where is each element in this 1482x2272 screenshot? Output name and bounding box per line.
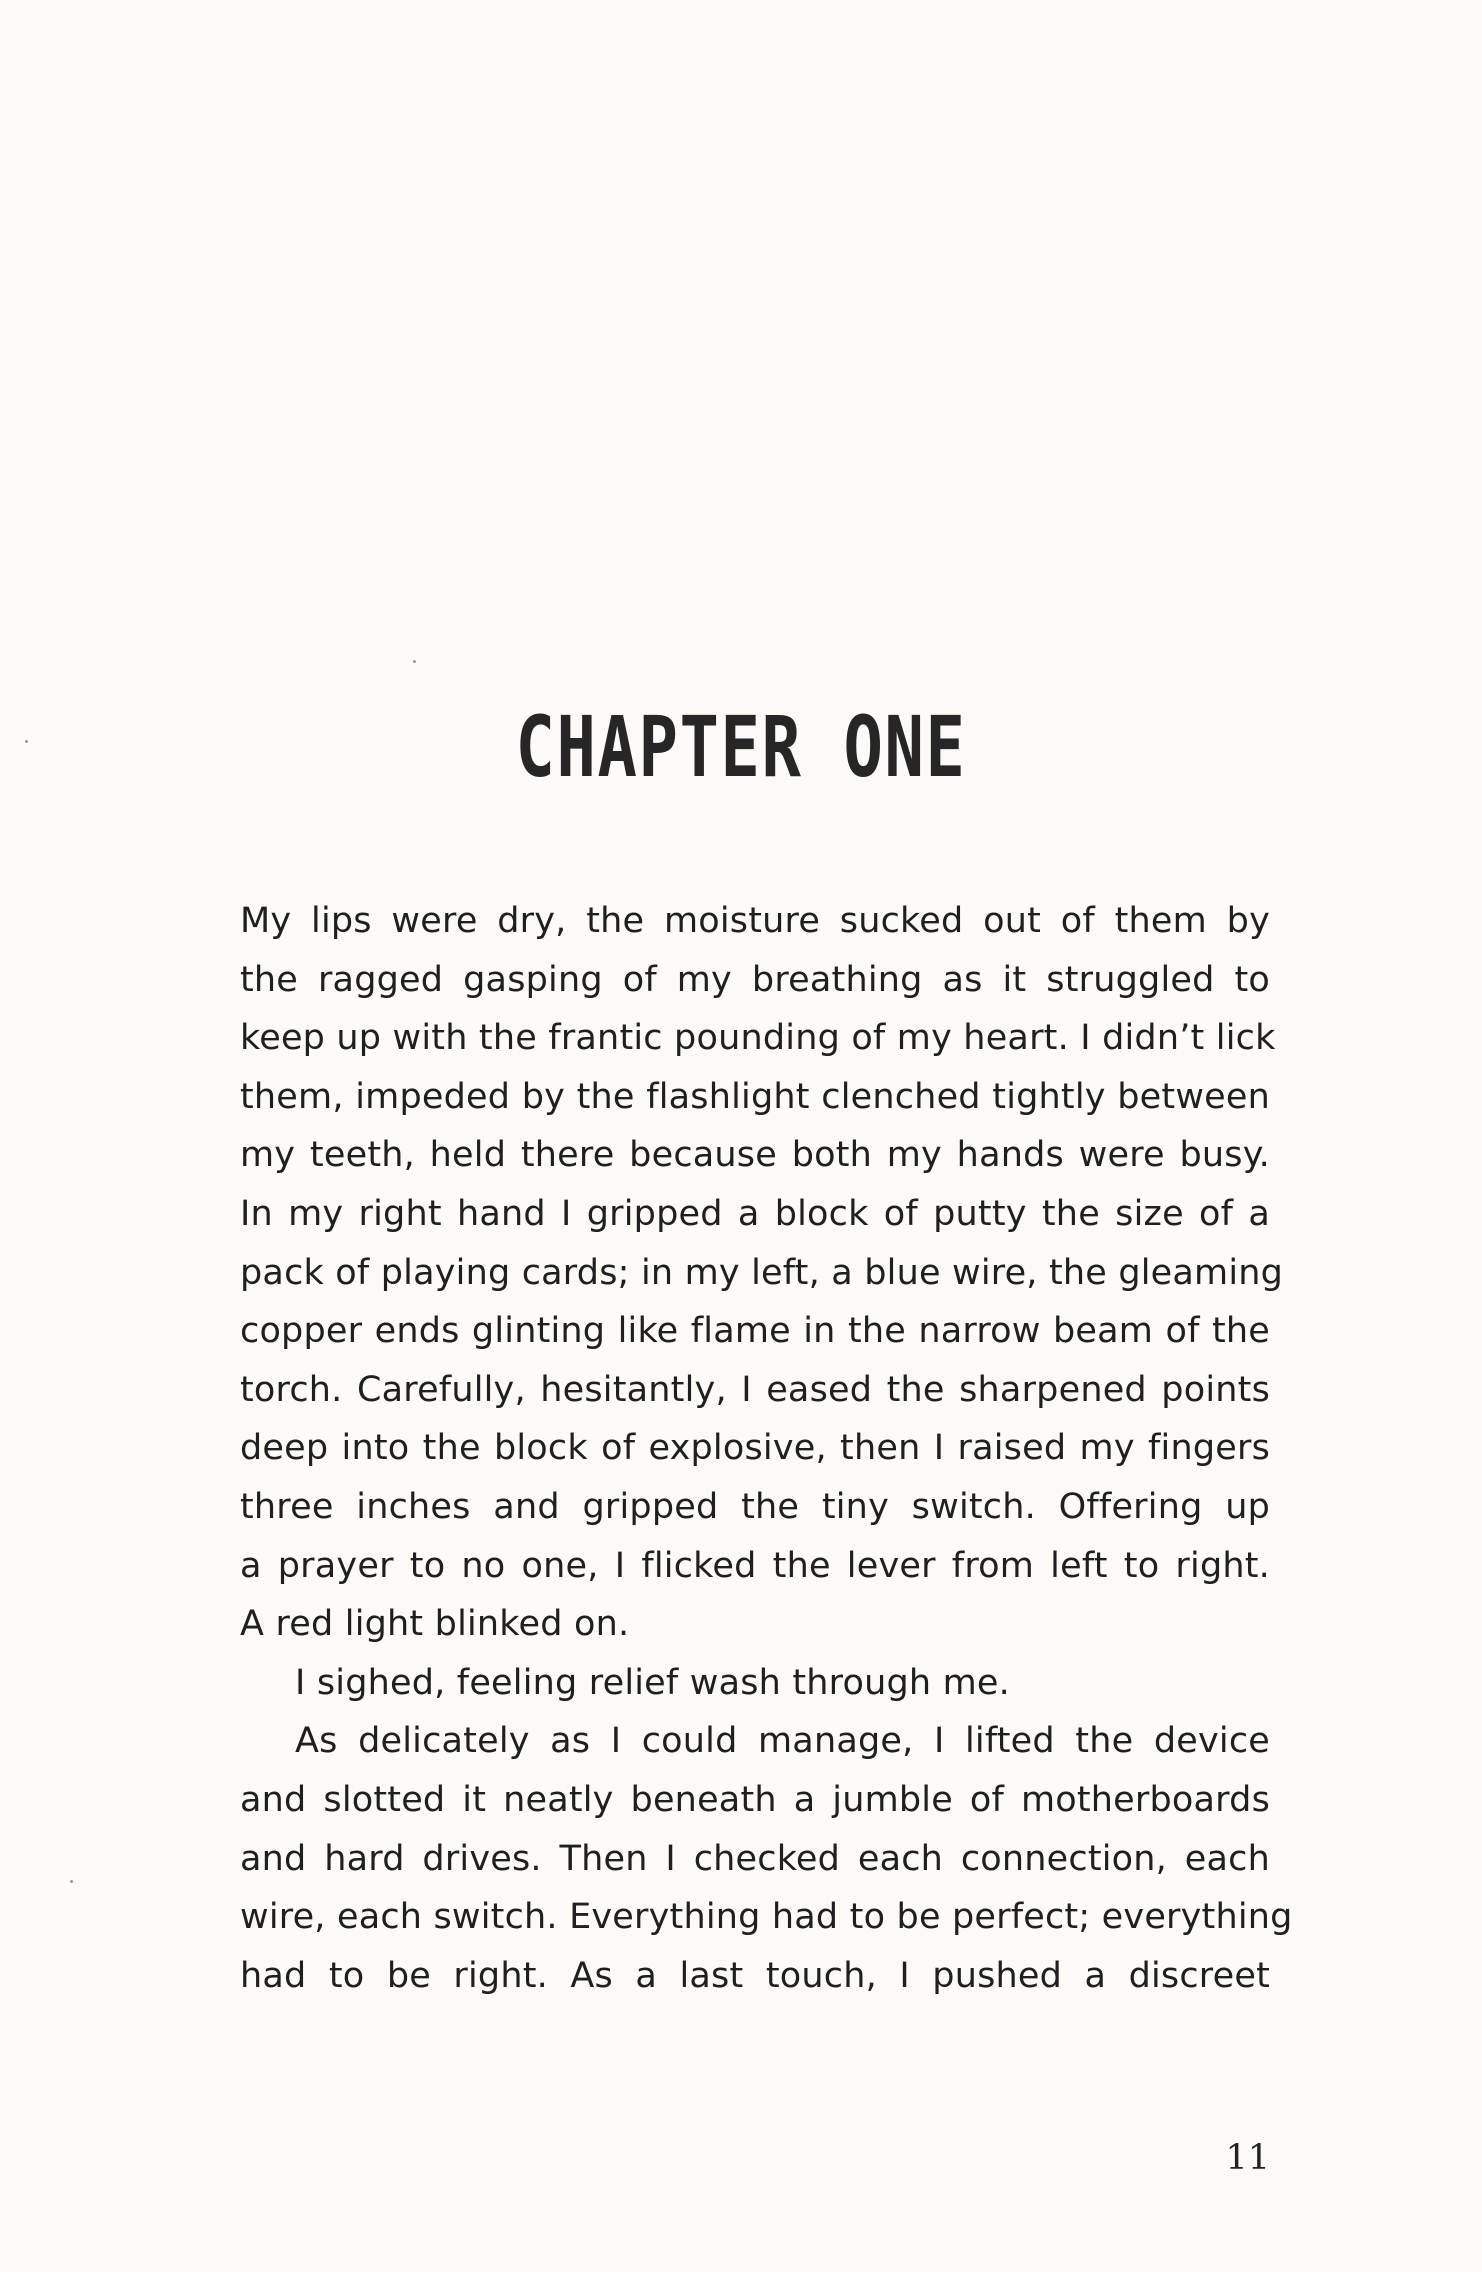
chapter-title: CHAPTER ONE [515,698,967,796]
page-number: 11 [1225,2138,1270,2178]
text-line: a prayer to no one, I flicked the lever from left to right. [240,1545,1270,1586]
text-line: keep up with the frantic pounding of my heart. I didn’t lick [240,1018,1276,1059]
text-line: torch. Carefully, hesitantly, I eased the sharpened points [240,1369,1270,1410]
speck-mark [413,660,416,663]
text-line: deep into the block of explosive, then I raised my fingers [240,1428,1270,1469]
text-line: I sighed, feeling relief wash through me. [295,1662,1010,1703]
text-line: pack of playing cards; in my left, a blue wire, the gleaming [240,1252,1284,1293]
text-line: In my right hand I gripped a block of putty the size of a [240,1193,1270,1234]
speck-mark [70,1880,73,1883]
text-line: A red light blinked on. [240,1604,630,1645]
text-line: the ragged gasping of my breathing as it struggled to [240,959,1270,1000]
text-line: three inches and gripped the tiny switch. Offering up [240,1486,1270,1527]
text-line: them, impeded by the flashlight clenched tightly between [240,1076,1270,1117]
text-line: wire, each switch. Everything had to be perfect; everything [240,1897,1293,1938]
text-line: and slotted it neatly beneath a jumble of motherboards [240,1779,1270,1820]
text-line: and hard drives. Then I checked each connection, each [240,1838,1270,1879]
text-line: copper ends glinting like flame in the narrow beam of the [240,1311,1270,1352]
text-line: My lips were dry, the moisture sucked out of them by [240,901,1270,941]
text-line: As delicately as I could manage, I lifted the device [295,1721,1270,1762]
text-line: my teeth, held there because both my hands were busy. [240,1135,1270,1176]
speck-mark [25,740,28,743]
text-line: had to be right. As a last touch, I pushed a discreet [240,1955,1270,1996]
body-text [240,892,1293,2005]
